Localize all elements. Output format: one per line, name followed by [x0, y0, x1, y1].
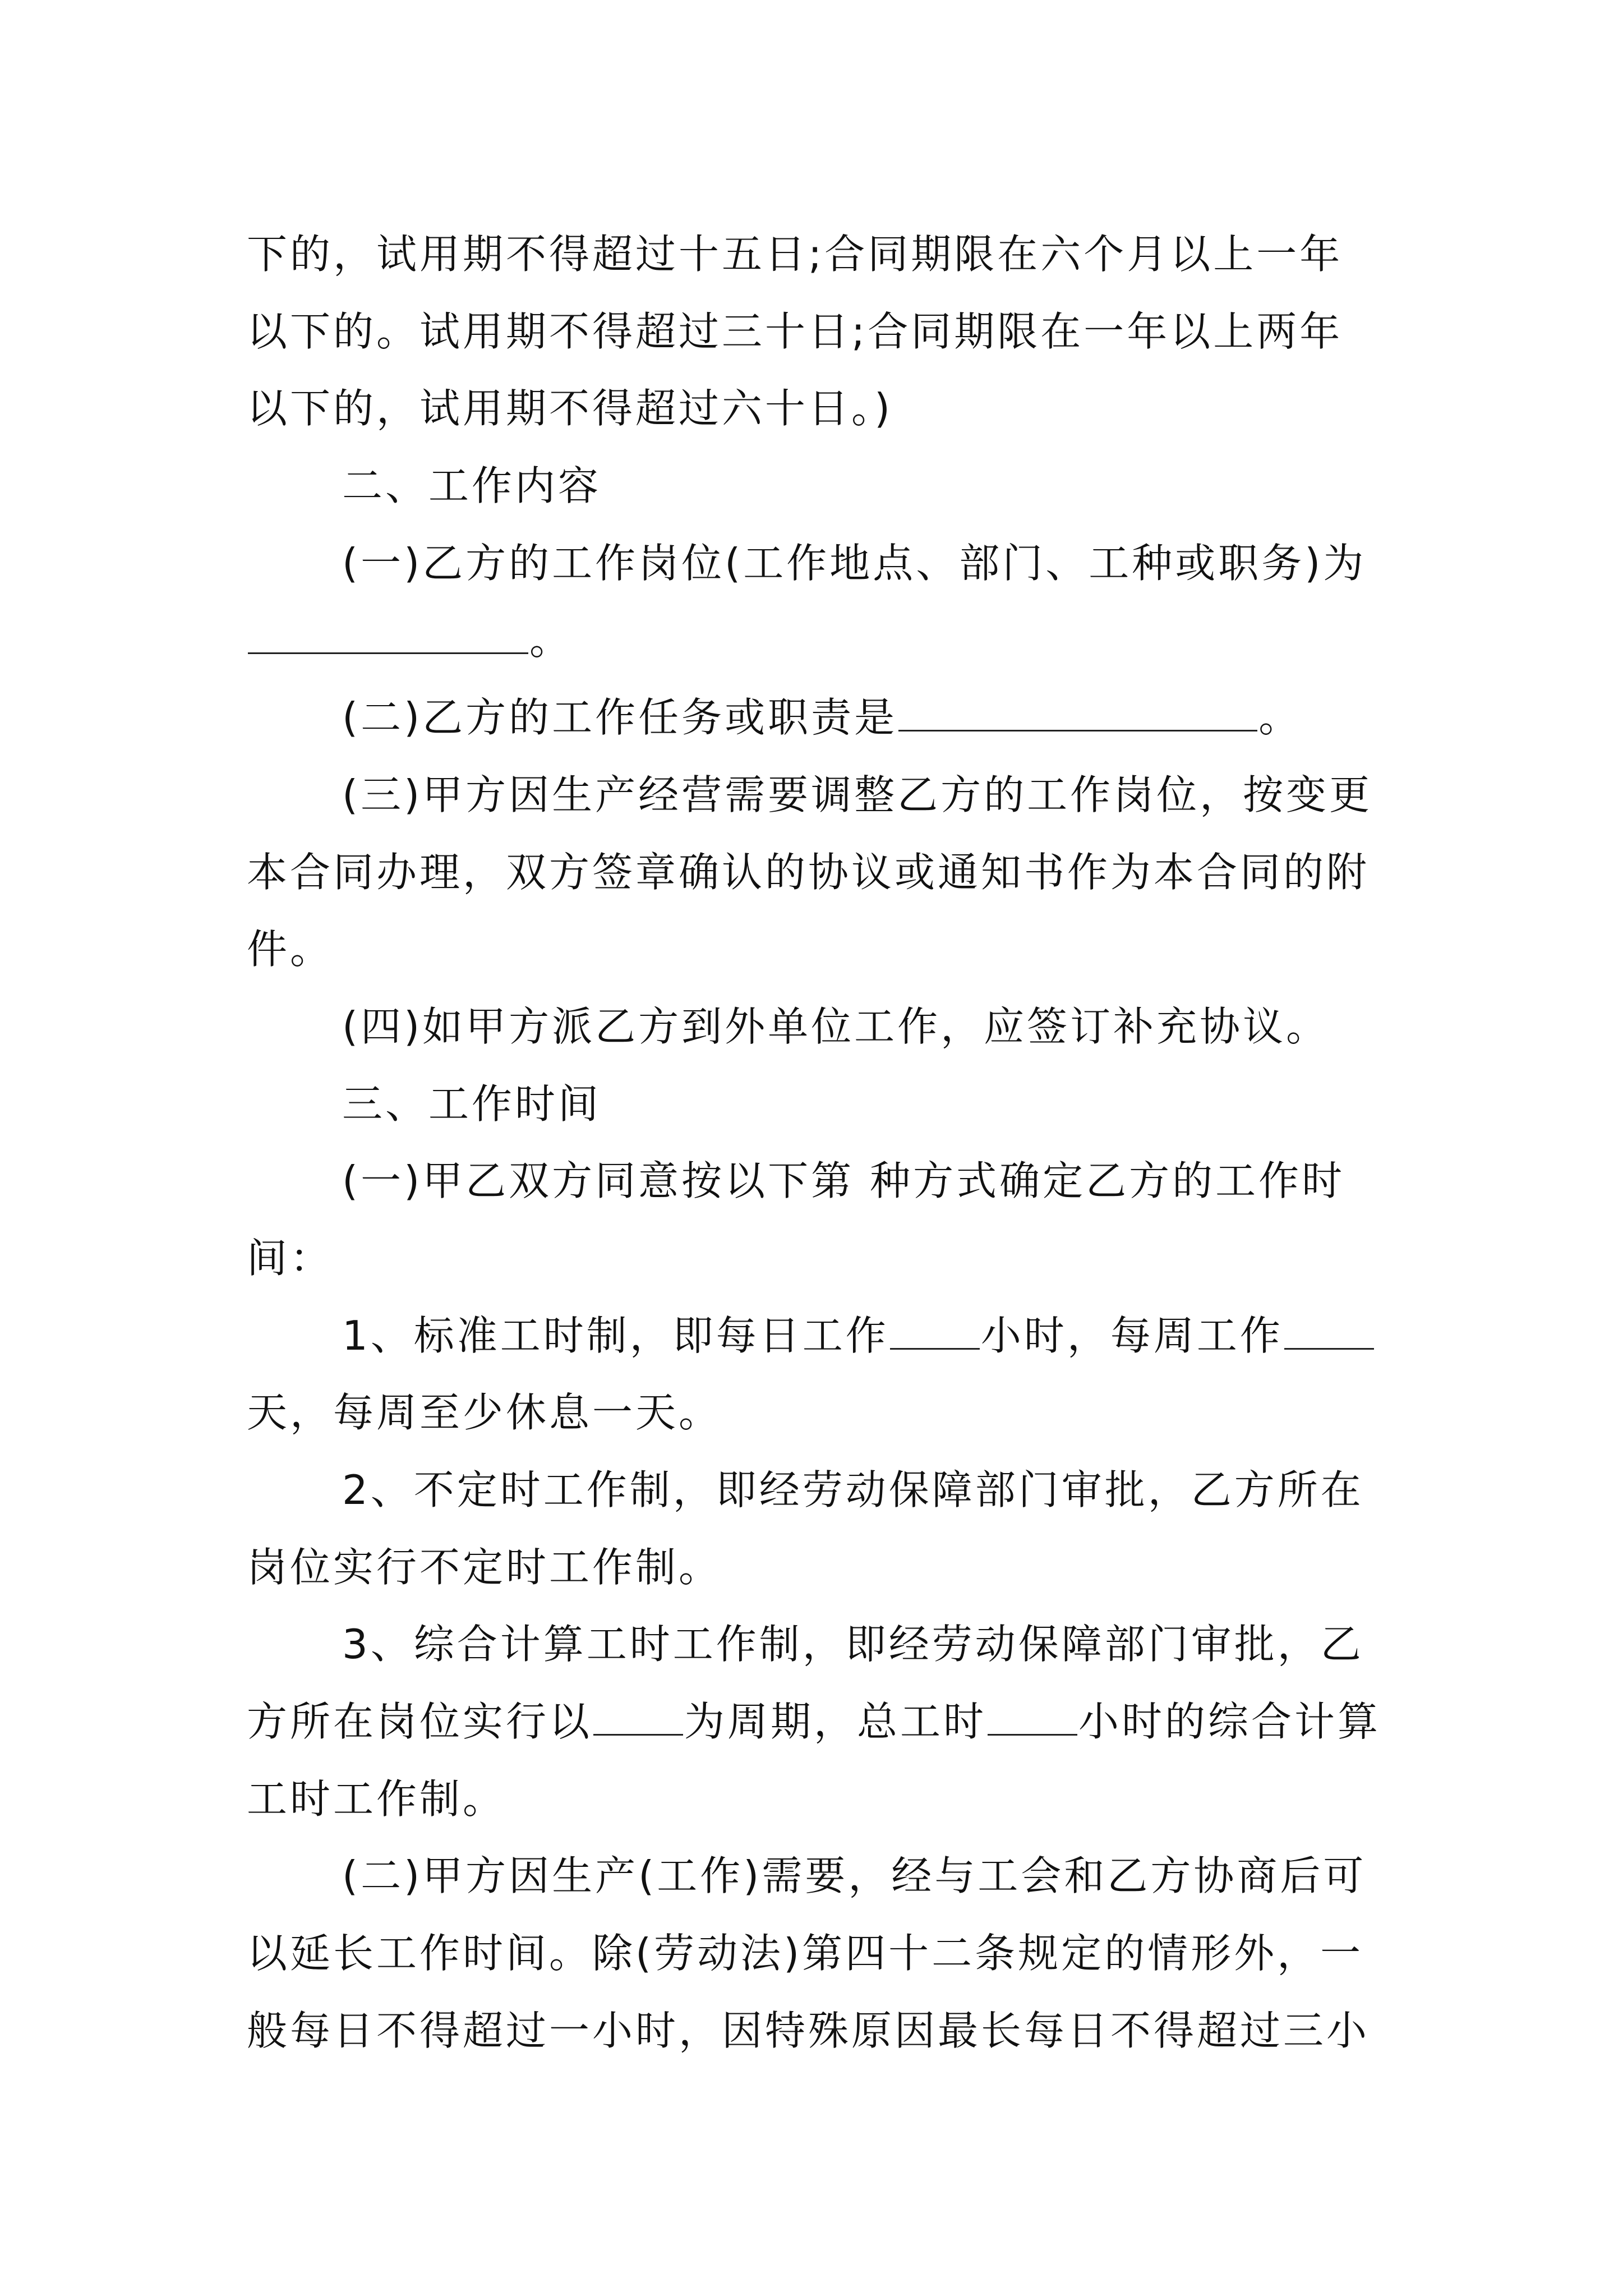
text-fragment: (二)乙方的工作任务或职责是 [342, 694, 898, 742]
fill-in-blank[interactable] [1284, 1305, 1374, 1350]
fill-in-blank[interactable] [248, 610, 528, 655]
text-fragment: 小时的综合计算 [1078, 1698, 1381, 1746]
fill-in-line [247, 679, 1391, 757]
text-fragment: 为周期，总工时 [684, 1698, 987, 1746]
text-line: (一)乙方的工作岗位(工作地点、部门、工种或职务)为 [342, 539, 1367, 587]
text-line: 间： [247, 1234, 334, 1282]
text-line: 3、综合计算工时工作制，即经劳动保障部门审批，乙 [342, 1621, 1364, 1668]
text-line: 以下的，试用期不得超过六十日。) [247, 385, 893, 432]
text-line: 本合同办理，双方签章确认的协议或通知书作为本合同的附 [247, 848, 1370, 896]
text-line: (四)如甲方派乙方到外单位工作，应签订补充协议。 [342, 1002, 1330, 1050]
text-line: 以下的。试用期不得超过三十日;合同期限在一年以上两年 [247, 307, 1343, 355]
text-line: (三)甲方因生产经营需要调整乙方的工作岗位，按变更 [342, 771, 1373, 818]
fill-in-blank[interactable] [898, 688, 1257, 732]
text-line: (二)甲方因生产(工作)需要，经与工会和乙方协商后可 [342, 1852, 1367, 1900]
section-heading-work-content: 二、工作内容 [342, 462, 602, 510]
text-line: 岗位实行不定时工作制。 [247, 1543, 722, 1591]
fill-in-line [247, 602, 1391, 679]
text-line: 下的，试用期不得超过十五日;合同期限在六个月以上一年 [247, 231, 1343, 278]
text-line: 般每日不得超过一小时，因特殊原因最长每日不得超过三小 [247, 2007, 1370, 2054]
section-heading-work-time: 三、工作时间 [342, 1080, 602, 1128]
text-line: 2、不定时工作制，即经劳动保障部门审批，乙方所在 [342, 1466, 1364, 1513]
document-body [247, 216, 1391, 2070]
text-fragment: 。 [529, 616, 573, 664]
fill-in-blank[interactable] [593, 1691, 683, 1736]
text-fragment: 方所在岗位实行以 [247, 1698, 593, 1746]
text-fragment: 。 [1258, 694, 1302, 742]
text-line: 件。 [247, 926, 334, 973]
text-fragment: 小时，每周工作 [980, 1312, 1283, 1359]
fill-in-line [247, 1683, 1391, 1761]
fill-in-blank[interactable] [988, 1691, 1077, 1736]
fill-in-blank[interactable] [890, 1305, 980, 1350]
text-line: 工时工作制。 [247, 1775, 506, 1823]
text-fragment: 1、标准工时制，即每日工作 [342, 1312, 889, 1359]
text-line: (一)甲乙双方同意按以下第 种方式确定乙方的工作时 [342, 1157, 1345, 1205]
text-line: 天，每周至少休息一天。 [247, 1389, 722, 1437]
fill-in-line [247, 1297, 1391, 1375]
text-line: 以延长工作时间。除(劳动法)第四十二条规定的情形外，一 [247, 1930, 1364, 1977]
